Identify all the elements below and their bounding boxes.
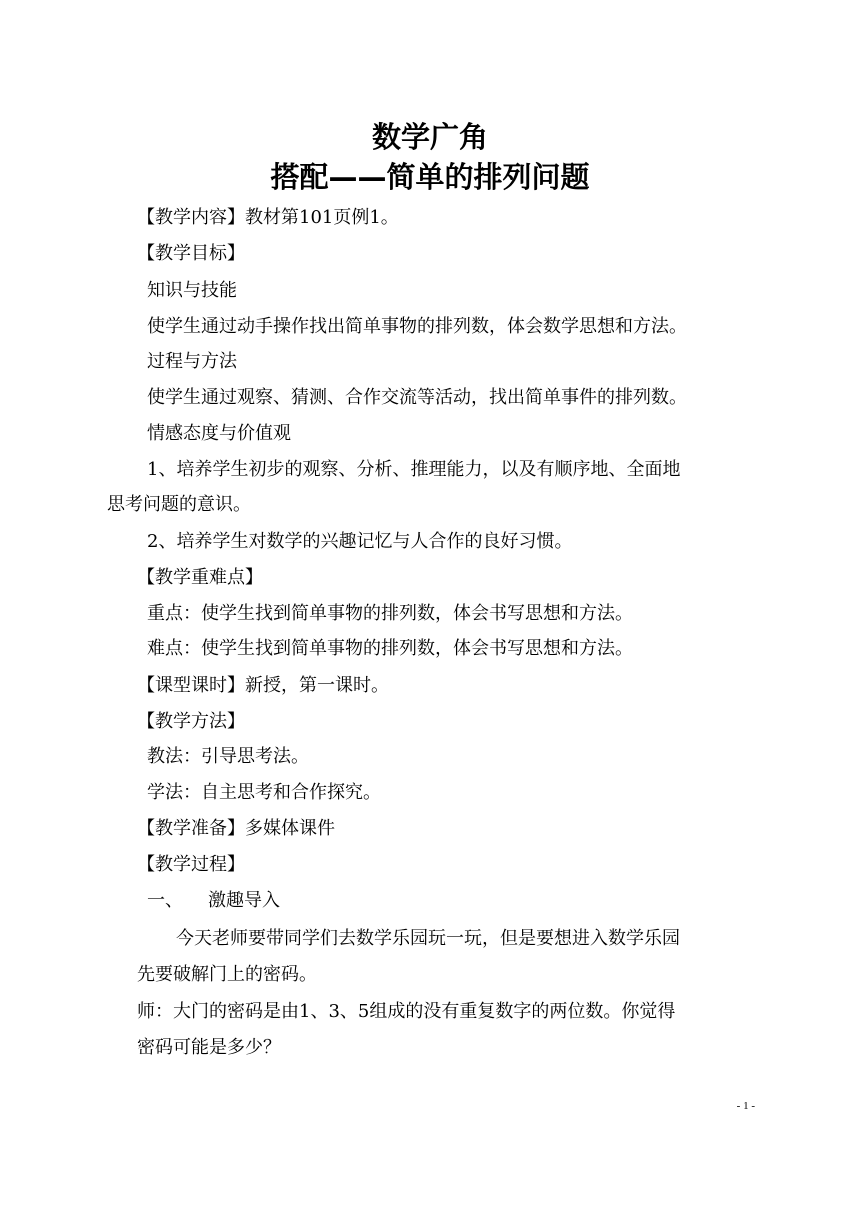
teaching-content-line: 【教学内容】教材第101页例1。 (137, 207, 399, 228)
key-points-heading: 【教学重难点】 (137, 567, 263, 588)
methods-heading: 【教学方法】 (137, 711, 245, 732)
knowledge-text: 使学生通过动手操作找出简单事物的排列数，体会数学思想和方法。 (147, 316, 687, 337)
emotion-heading: 情感态度与价值观 (147, 423, 291, 444)
procedure-heading: 【教学过程】 (137, 854, 245, 875)
teaching-method: 教法：引导思考法。 (147, 746, 309, 767)
section-1-title: 激趣导入 (208, 890, 280, 911)
key-point: 重点：使学生找到简单事物的排列数，体会书写思想和方法。 (147, 603, 633, 624)
emotion-item-1-line-1: 1、培养学生初步的观察、分析、推理能力，以及有顺序地、全面地 (147, 459, 681, 480)
document-title: 数学广角 (371, 120, 488, 154)
learning-method: 学法：自主思考和合作探究。 (147, 782, 381, 803)
difficult-point: 难点：使学生找到简单事物的排列数，体会书写思想和方法。 (147, 638, 633, 659)
objectives-heading: 【教学目标】 (137, 243, 245, 264)
intro-line-2: 先要破解门上的密码。 (137, 964, 317, 985)
lesson-type-line: 【课型课时】新授，第一课时。 (137, 675, 389, 696)
emotion-item-2: 2、培养学生对数学的兴趣记忆与人合作的良好习惯。 (147, 531, 573, 552)
process-heading: 过程与方法 (147, 351, 237, 372)
process-text: 使学生通过观察、猜测、合作交流等活动，找出简单事件的排列数。 (147, 387, 687, 408)
teacher-line-1: 师：大门的密码是由1、3、5组成的没有重复数字的两位数。你觉得 (137, 1001, 676, 1022)
knowledge-heading: 知识与技能 (147, 280, 237, 301)
document-subtitle: 搭配——简单的排列问题 (270, 160, 590, 194)
preparation-line: 【教学准备】多媒体课件 (137, 818, 335, 839)
emotion-item-1-line-2: 思考问题的意识。 (107, 494, 251, 515)
teacher-line-2: 密码可能是多少？ (137, 1037, 281, 1058)
intro-line-1: 今天老师要带同学们去数学乐园玩一玩，但是要想进入数学乐园 (176, 928, 680, 949)
section-1-number: 一、 (147, 890, 183, 911)
page-number: - 1 - (736, 1100, 755, 1112)
